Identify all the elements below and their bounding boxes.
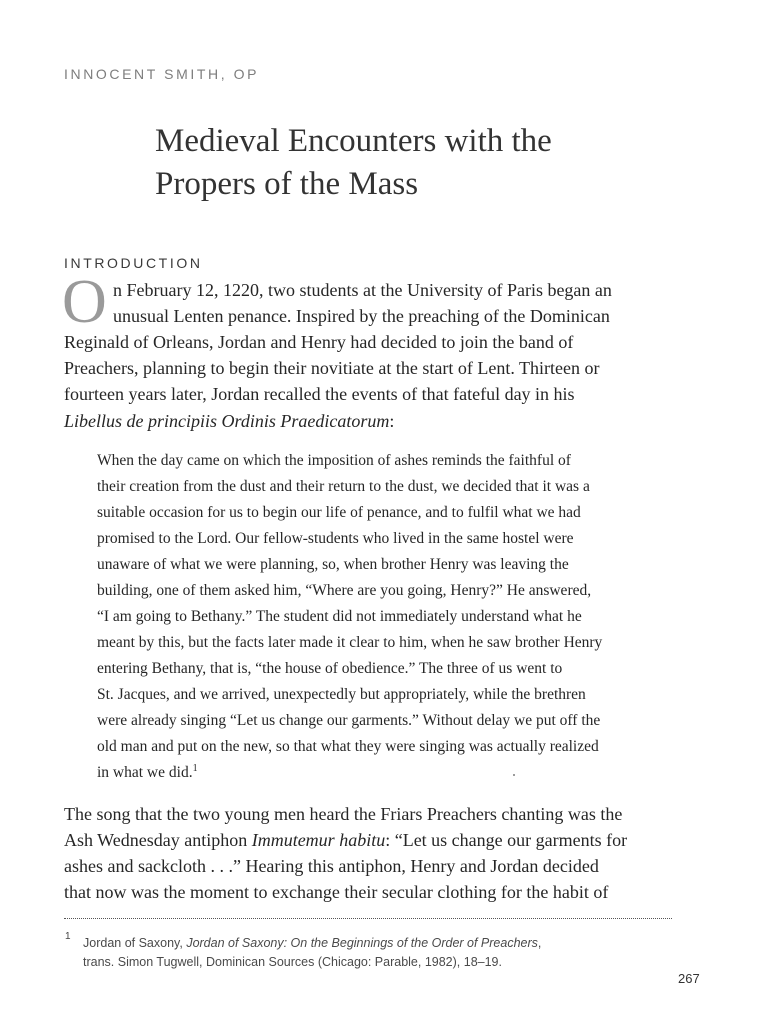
book-title: Jordan of Saxony: On the Beginnings of the Order of Preachers: [186, 936, 538, 950]
paragraph-2-line: The song that the two young men heard the Friars Preachers chanting was the: [64, 804, 623, 824]
paragraph-2-line: ashes and sackcloth . . .” Hearing this antiphon, Henry and Jordan decided: [64, 856, 599, 876]
quote-line: “I am going to Bethany.” The student did not immediately understand what he: [97, 608, 582, 625]
paragraph-1-line: n February 12, 1220, two students at the University of Paris began an: [113, 280, 612, 300]
quote-line: building, one of them asked him, “Where are you going, Henry?” He answered,: [97, 582, 592, 599]
quote-line: meant by this, but the facts later made it clear to him, when he saw brother Henry: [97, 634, 603, 651]
paragraph-2-line: [64, 827, 627, 853]
title-line-2: Propers of the Mass: [155, 166, 419, 202]
footnote-line: trans. Simon Tugwell, Dominican Sources (Chicago: Parable, 1982), 18–19.: [83, 955, 502, 969]
quote-line: were already singing “Let us change our garments.” Without delay we put off the: [97, 712, 601, 729]
quote-line: promised to the Lord. Our fellow-students who lived in the same hostel were: [97, 530, 574, 547]
section-heading: INTRODUCTION: [64, 255, 203, 271]
quote-line: When the day came on which the imposition of ashes reminds the faithful of: [97, 452, 571, 469]
quote-line: unaware of what we were planning, so, when brother Henry was leaving the: [97, 556, 569, 573]
page-number: 267: [678, 971, 700, 986]
colon: :: [389, 411, 395, 431]
paragraph-1-line: [64, 408, 394, 434]
text-run: Ash Wednesday antiphon: [64, 830, 252, 850]
stray-mark: [513, 774, 515, 776]
paragraph-1-line: Reginald of Orleans, Jordan and Henry had decided to join the band of: [64, 332, 574, 352]
quote-line: old man and put on the new, so that what they were singing was actually realized: [97, 738, 599, 755]
quote-line: St. Jacques, and we arrived, unexpectedly but appropriately, while the brethren: [97, 686, 586, 703]
text-run: : “Let us change our garments for: [385, 830, 628, 850]
paragraph-1-line: fourteen years later, Jordan recalled the events of that fateful day in his: [64, 384, 575, 404]
footnote-line: [83, 934, 541, 953]
article-title: [155, 120, 715, 206]
paragraph-1-line: unusual Lenten penance. Inspired by the preaching of the Dominican: [113, 306, 610, 326]
footnote-separator: [64, 918, 672, 919]
text-run: ,: [537, 936, 542, 950]
quote-line: [97, 762, 198, 784]
footnote-number: 1: [65, 931, 71, 942]
paragraph-1-line: Preachers, planning to begin their novitiate at the start of Lent. Thirteen or: [64, 358, 600, 378]
quote-line: entering Bethany, that is, “the house of obedience.” The three of us went to: [97, 660, 563, 677]
quote-last-text: in what we did.: [97, 764, 193, 781]
footnote-reference[interactable]: 1: [192, 762, 198, 774]
libellus-title: Libellus de principiis Ordinis Praedicatorum: [64, 411, 390, 431]
drop-cap: O: [62, 268, 107, 336]
antiphon-title: Immutemur habitu: [251, 830, 386, 850]
paragraph-2-line: that now was the moment to exchange their secular clothing for the habit of: [64, 882, 609, 902]
running-author: INNOCENT SMITH, OP: [64, 66, 260, 82]
text-run: Jordan of Saxony,: [83, 936, 187, 950]
quote-line: their creation from the dust and their return to the dust, we decided that it was a: [97, 478, 590, 495]
quote-line: suitable occasion for us to begin our life of penance, and to fulfil what we had: [97, 504, 581, 521]
title-line-1: Medieval Encounters with the: [155, 123, 552, 159]
